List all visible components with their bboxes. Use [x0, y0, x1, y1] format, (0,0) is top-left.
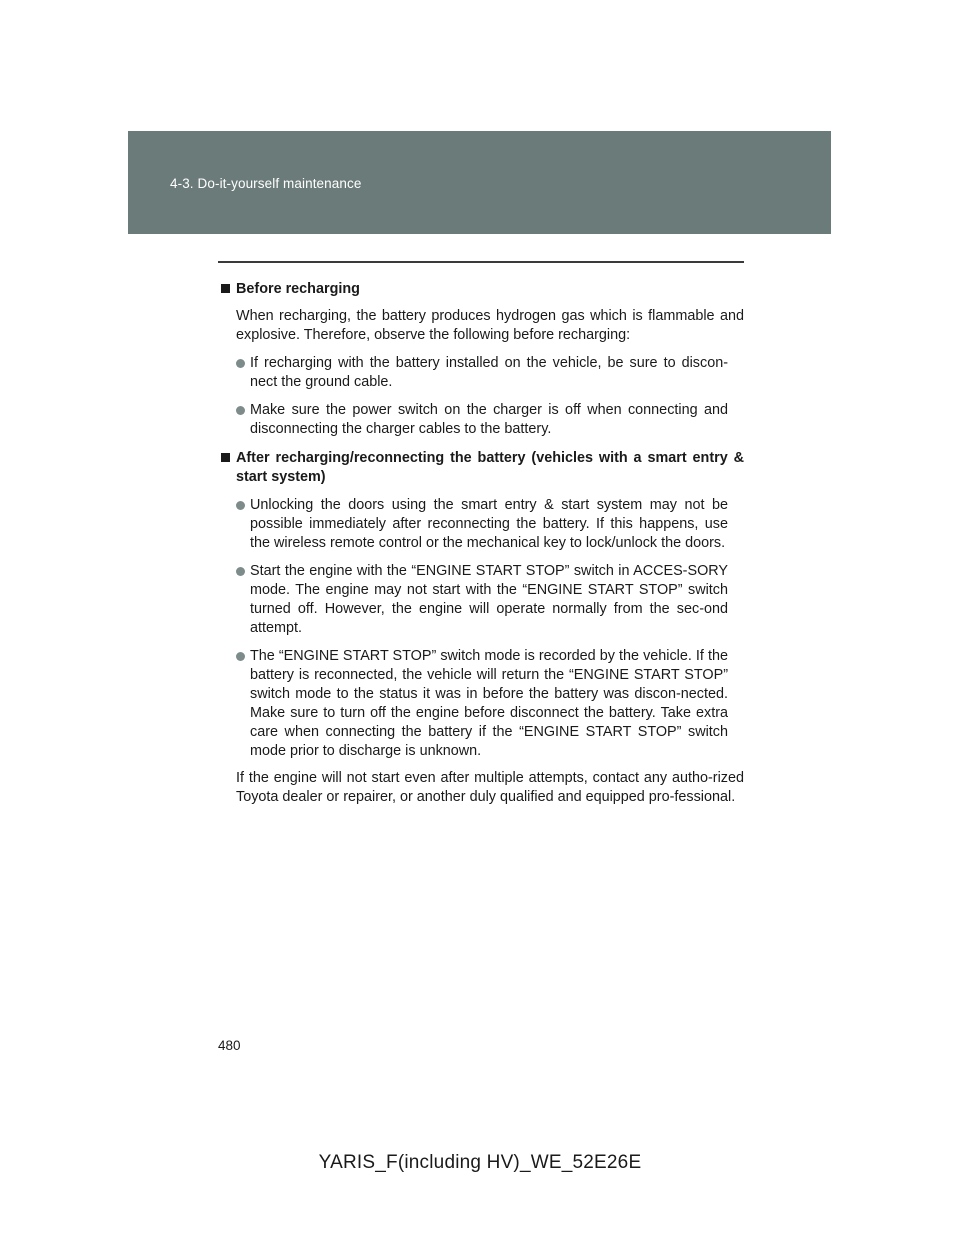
section-title: 4-3. Do-it-yourself maintenance: [170, 176, 362, 191]
list-item: [218, 354, 744, 392]
list-item: [218, 401, 744, 439]
section-heading: [218, 280, 744, 299]
body-paragraph: If the engine will not start even after multiple attempts, contact any autho-rized Toyota dealer or repairer, or another duly qualified and equipped pro-fessional.: [236, 770, 744, 805]
page-number: 480: [218, 1038, 241, 1053]
square-bullet-icon: [221, 284, 230, 293]
list-item-text: Start the engine with the “ENGINE START STOP” switch in ACCES-SORY mode. The engine may not start with the “ENGINE START STOP” switch turned off. However, the engine will operate normally from the sec-ond attempt.: [250, 563, 728, 636]
circle-bullet-icon: [236, 652, 245, 661]
circle-bullet-icon: [236, 567, 245, 576]
list-item-text: Make sure the power switch on the charger is off when connecting and disconnecting the charger cables to the battery.: [250, 402, 728, 437]
document-footer: YARIS_F(including HV)_WE_52E26E: [318, 1152, 642, 1173]
heading-text: After recharging/reconnecting the battery (vehicles with a smart entry & start system): [236, 450, 744, 485]
section-header-bar: [128, 131, 831, 234]
heading-text: Before recharging: [236, 281, 360, 297]
page-content: [218, 280, 744, 807]
list-item: [218, 496, 744, 553]
body-paragraph: When recharging, the battery produces hydrogen gas which is flammable and explosive. Therefore, observe the following before recharging:: [236, 308, 744, 343]
circle-bullet-icon: [236, 359, 245, 368]
section-heading: [218, 449, 744, 487]
list-item-text: If recharging with the battery installed on the vehicle, be sure to discon-nect the ground cable.: [250, 355, 728, 390]
list-item-text: Unlocking the doors using the smart entry & start system may not be possible immediately after reconnecting the battery. If this happens, use the wireless remote control or the mechanical key to lock/unlock the doors.: [250, 497, 728, 551]
list-item: [218, 562, 744, 638]
circle-bullet-icon: [236, 501, 245, 510]
square-bullet-icon: [221, 453, 230, 462]
divider-rule: [218, 261, 744, 263]
list-item-text: The “ENGINE START STOP” switch mode is recorded by the vehicle. If the battery is reconnected, the vehicle will return the “ENGINE START STOP” switch mode to the status it was in before the battery was discon-nected. Make sure to turn off the engine before disconnect the battery. Take extra care when connecting the battery if the “ENGINE START STOP” switch mode prior to discharge is unknown.: [250, 648, 728, 759]
circle-bullet-icon: [236, 406, 245, 415]
list-item: [218, 647, 744, 761]
